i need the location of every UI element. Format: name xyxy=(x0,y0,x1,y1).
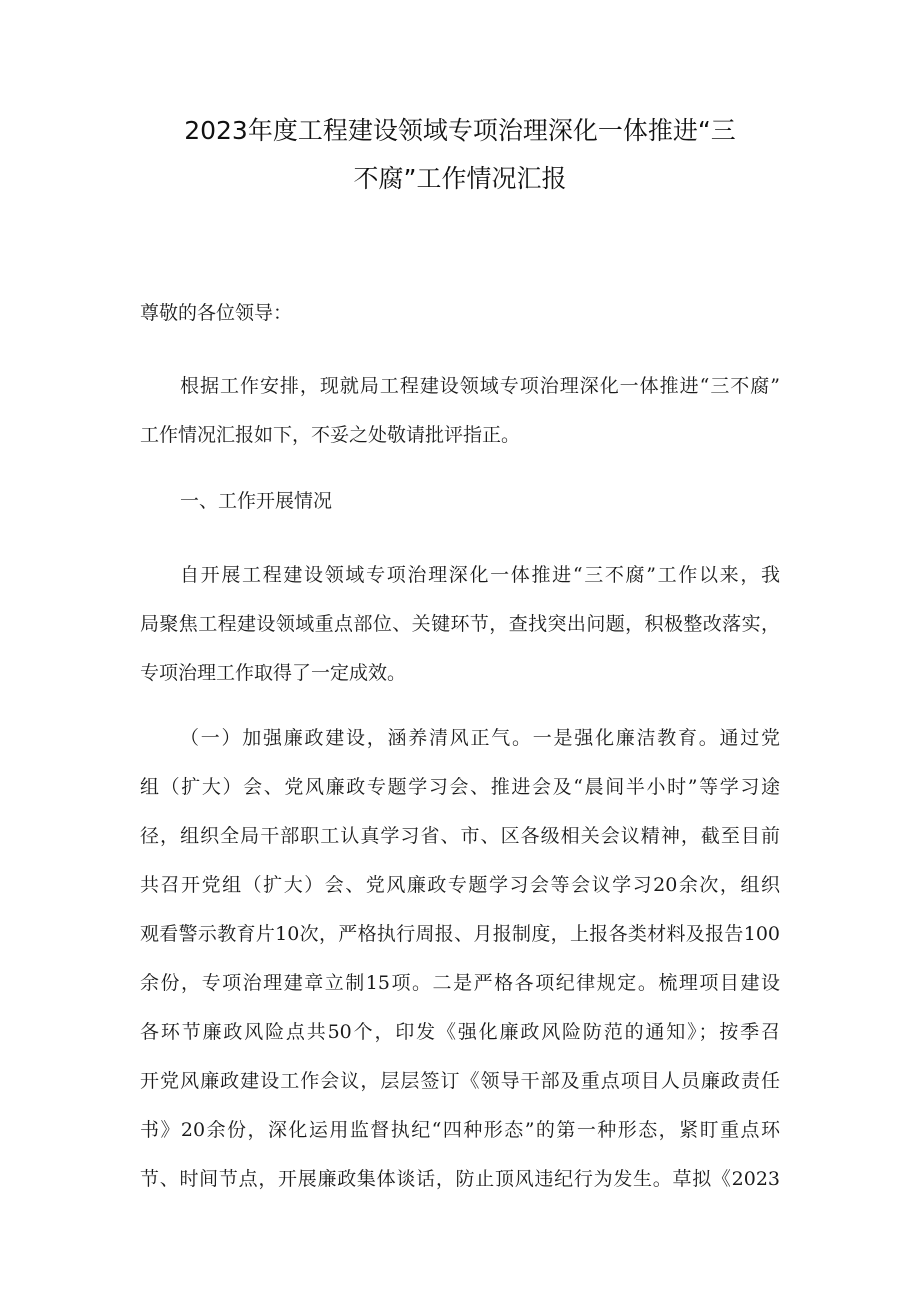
section-heading: 一、工作开展情况 xyxy=(180,490,333,512)
section-1-line: 共召开党组（扩大）会、党风廉政专题学习会等会议学习20余次，组织 xyxy=(140,874,780,896)
summary-line: 局聚焦工程建设领域重点部位、关键环节，查找突出问题，积极整改落实， xyxy=(140,613,780,635)
intro-paragraph xyxy=(140,362,780,460)
section-1-line: 节、时间节点，开展廉政集体谈话，防止顶风违纪行为发生。草拟《2023 xyxy=(140,1168,780,1190)
document-title-line-1: 2023年度工程建设领域专项治理深化一体推进“三 xyxy=(184,116,736,145)
summary-line: 自开展工程建设领域专项治理深化一体推进“三不腐”工作以来，我 xyxy=(180,564,780,586)
document-title-line-2: 不腐”工作情况汇报 xyxy=(353,164,567,193)
section-1-paragraph xyxy=(140,714,780,1204)
section-1-line: 观看警示教育片10次，严格执行周报、月报制度，上报各类材料及报告100 xyxy=(140,923,780,945)
section-1-line: 开党风廉政建设工作会议，层层签订《领导干部及重点项目人员廉政责任 xyxy=(140,1070,780,1092)
section-1-line: 组（扩大）会、党风廉政专题学习会、推进会及“晨间半小时”等学习途 xyxy=(140,776,780,798)
section-1-line: 径，组织全局干部职工认真学习省、市、区各级相关会议精神，截至目前 xyxy=(140,825,780,847)
salutation: 尊敬的各位领导： xyxy=(140,302,293,324)
intro-line: 工作情况汇报如下，不妥之处敬请批评指正。 xyxy=(140,424,521,446)
section-1-line: 书》20余份，深化运用监督执纪“四种形态”的第一种形态，紧盯重点环 xyxy=(140,1119,780,1141)
intro-line: 根据工作安排，现就局工程建设领域专项治理深化一体推进“三不腐” xyxy=(180,375,780,397)
summary-paragraph xyxy=(140,551,780,698)
section-1-line: 余份，专项治理建章立制15项。二是严格各项纪律规定。梳理项目建设 xyxy=(140,972,780,994)
section-1-line: （一）加强廉政建设，涵养清风正气。一是强化廉洁教育。通过党 xyxy=(180,727,780,749)
summary-line: 专项治理工作取得了一定成效。 xyxy=(140,662,407,684)
section-1-line: 各环节廉政风险点共50个，印发《强化廉政风险防范的通知》；按季召 xyxy=(140,1021,780,1043)
